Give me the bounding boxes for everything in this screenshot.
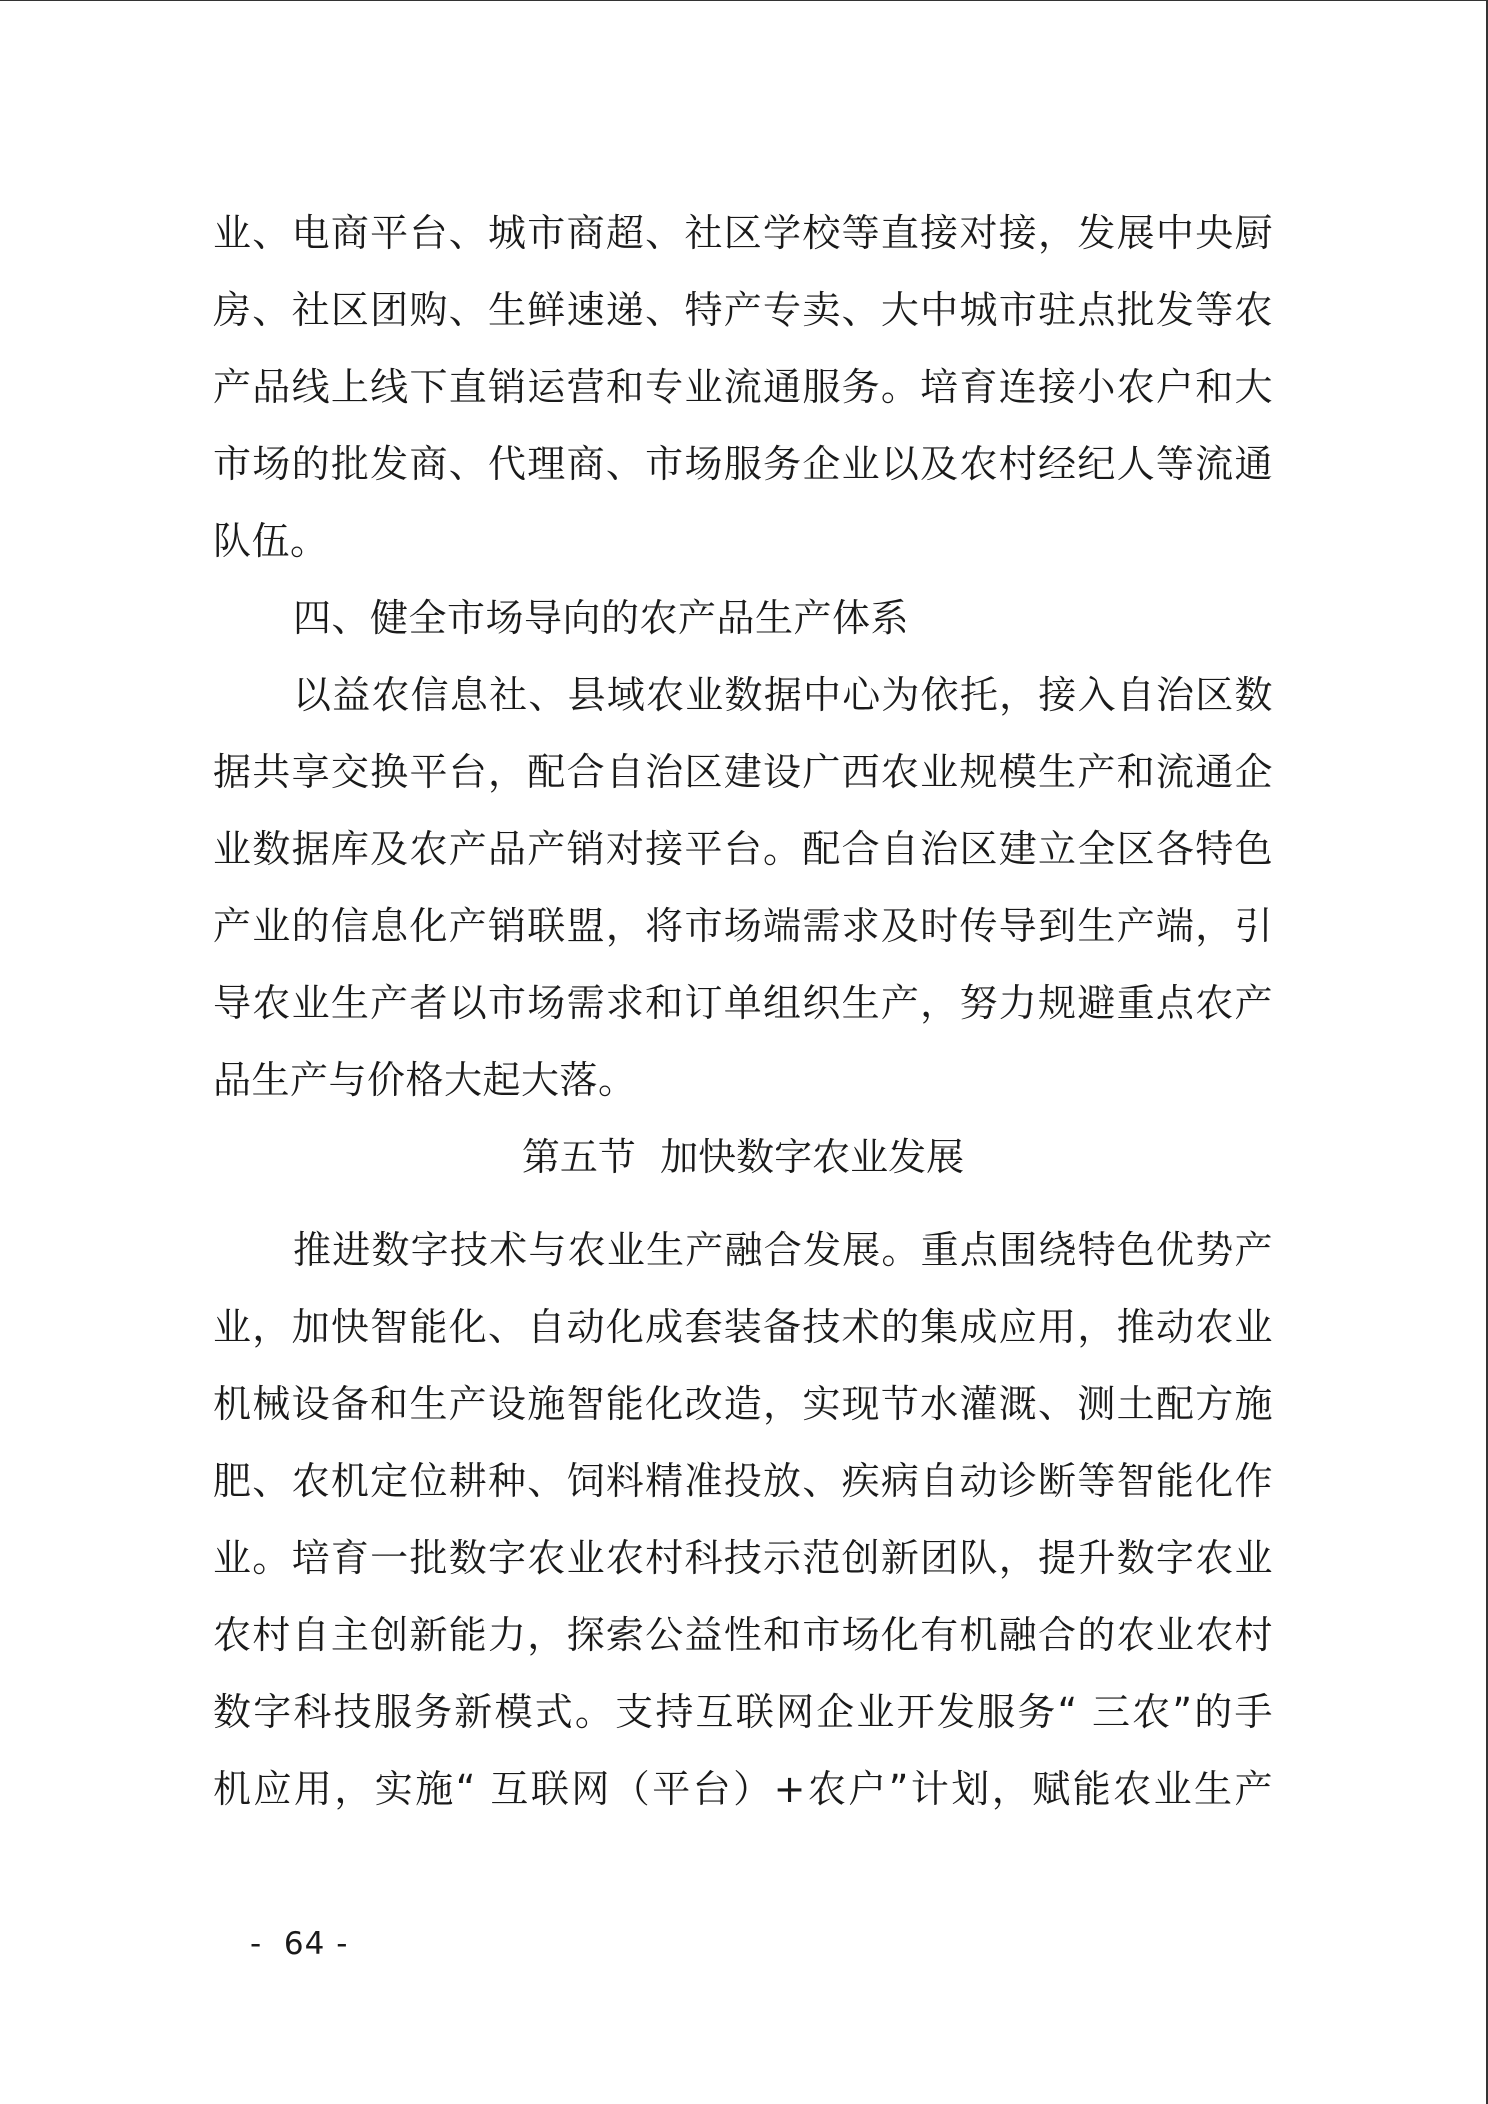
text-line: 产品线上线下直销运营和专业流通服务。培育连接小农户和大 bbox=[213, 365, 1273, 409]
text-line: 机械设备和生产设施智能化改造，实现节水灌溉、测土配方施 bbox=[213, 1382, 1273, 1426]
section-title: 第五节 加快数字农业发展 bbox=[521, 1135, 965, 1179]
paragraph-production-system bbox=[213, 657, 1273, 1119]
text-line: 机应用，实施“ 互联网（平台）+农户”计划，赋能农业生产 bbox=[213, 1767, 1273, 1811]
text-line: 业，加快智能化、自动化成套装备技术的集成应用，推动农业 bbox=[213, 1305, 1273, 1349]
text-line: 业。培育一批数字农业农村科技示范创新团队，提升数字农业 bbox=[213, 1536, 1273, 1580]
text-line: 品生产与价格大起大落。 bbox=[213, 1058, 637, 1102]
text-line: 市场的批发商、代理商、市场服务企业以及农村经纪人等流通 bbox=[213, 442, 1273, 486]
page-top-border bbox=[0, 0, 1488, 1]
text-line: 肥、农机定位耕种、饲料精准投放、疾病自动诊断等智能化作 bbox=[213, 1459, 1273, 1503]
paragraph-digital-agriculture bbox=[213, 1212, 1273, 1828]
text-line: 产业的信息化产销联盟，将市场端需求及时传导到生产端，引 bbox=[213, 904, 1273, 948]
text-line: 推进数字技术与农业生产融合发展。重点围绕特色优势产 bbox=[293, 1228, 1273, 1272]
text-line: 业、电商平台、城市商超、社区学校等直接对接，发展中央厨 bbox=[213, 211, 1273, 255]
text-line: 导农业生产者以市场需求和订单组织生产，努力规避重点农产 bbox=[213, 981, 1273, 1025]
text-line: 数字科技服务新模式。支持互联网企业开发服务“ 三农”的手 bbox=[213, 1690, 1273, 1734]
text-line: 据共享交换平台，配合自治区建设广西农业规模生产和流通企 bbox=[213, 750, 1273, 794]
text-line: 农村自主创新能力，探索公益性和市场化有机融合的农业农村 bbox=[213, 1613, 1273, 1657]
text-line: 房、社区团购、生鲜速递、特产专卖、大中城市驻点批发等农 bbox=[213, 288, 1273, 332]
text-line: 队伍。 bbox=[213, 519, 329, 563]
text-line: 以益农信息社、县域农业数据中心为依托，接入自治区数 bbox=[293, 673, 1273, 717]
subheading-market-oriented-production: 四、健全市场导向的农产品生产体系 bbox=[293, 596, 910, 640]
page-content bbox=[213, 195, 1273, 1828]
page-number: - 64 - bbox=[250, 1926, 349, 1962]
paragraph-market-docking bbox=[213, 195, 1273, 580]
text-line: 业数据库及农产品产销对接平台。配合自治区建立全区各特色 bbox=[213, 827, 1273, 871]
